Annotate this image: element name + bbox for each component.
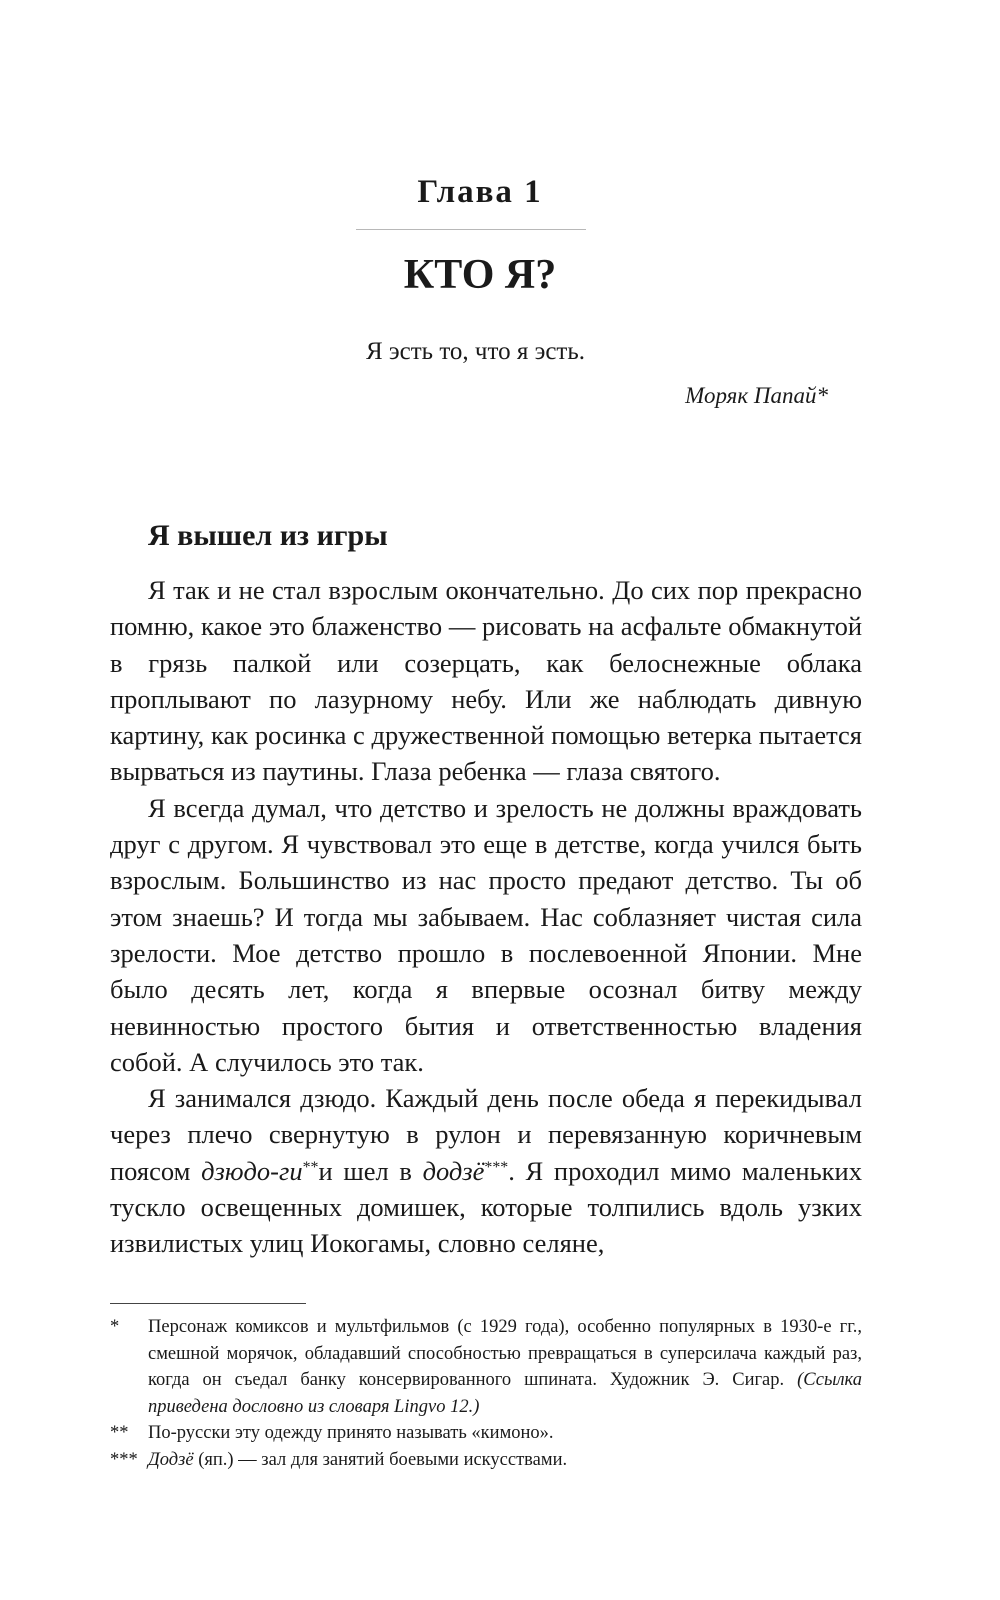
paragraph-3 (110, 1080, 862, 1261)
chapter-divider (356, 229, 586, 230)
paragraph-1: Я так и не стал взрослым окончательно. До сих пор прекрасно помню, какое это блаженство — рисовать на асфальте обмакнутой в грязь палкой или созерцать, как белоснежные облака проплывают по лазурному небу. Или же наблюдать дивную картину, как росинка с дружественной помощью ветерка пытается вырваться из паутины. Глаза ребенка — глаза святого. (110, 575, 862, 787)
chapter-label: Глава 1 (417, 174, 543, 210)
footnote-divider (110, 1303, 306, 1304)
section-heading: Я вышел из игры (148, 519, 388, 552)
footnote-1-note: (Ссылка приведена дословно из словаря Lingvo 12.) (148, 1370, 862, 1417)
term-judogi: дзюдо-ги (201, 1155, 303, 1186)
footnote-ref-3: *** (484, 1158, 509, 1176)
epigraph-author: Моряк Папай* (685, 383, 828, 408)
footnote-1-text: Персонаж комиксов и мультфильмов (с 1929 года), особенно популярных в 1930-е гг., смешной морячок, обладавший способностью превращаться в суперсилача каждый раз, когда он съедал банку консервированного шпината. Художник Э. Сигар. (148, 1317, 862, 1390)
footnote-2 (110, 1420, 862, 1447)
paragraph-3-part-3: . Я проходил мимо маленьких тускло освещенных домишек, которые толпились вдоль узких извилистых улиц Иокогамы, словно селяне, (110, 1155, 862, 1259)
footnote-1 (110, 1314, 862, 1420)
footnote-1-marker: * (110, 1317, 120, 1337)
paragraph-3-part-1: Я занимался дзюдо. Каждый день после обеда я перекидывал через плечо свернутую в рулон и перевязанную коричневым поясом (110, 1083, 862, 1186)
footnote-2-text: По-русски эту одежду принято называть «кимоно». (148, 1423, 554, 1443)
chapter-title: КТО Я? (403, 252, 557, 298)
footnote-3 (110, 1447, 862, 1474)
epigraph-quote: Я эсть то, что я эсть. (366, 338, 585, 365)
paragraph-3-part-2: и шел в (318, 1155, 423, 1186)
footnote-3-text: (яп.) — зал для занятий боевыми искусствами. (193, 1449, 568, 1470)
body-text (110, 572, 862, 1262)
term-dojo: додзё (422, 1155, 485, 1186)
footnote-2-marker: ** (110, 1423, 129, 1443)
footnote-3-marker: *** (110, 1449, 138, 1470)
footnotes (110, 1314, 862, 1473)
footnote-ref-2: ** (302, 1158, 319, 1176)
footnote-3-term: Додзё (148, 1449, 194, 1470)
paragraph-2: Я всегда думал, что детство и зрелость не должны враждовать друг с другом. Я чувствовал это еще в детстве, когда учился быть взрослым. Большинство из нас просто предают детство. Ты об этом знаешь? И тогда мы забываем. Нас соблазняет чистая сила зрелости. Мое детство прошло в послевоенной Японии. Мне было десять лет, когда я впервые осознал битву между невинностью простого бытия и ответственностью владения собой. А случилось это так. (110, 792, 862, 1077)
